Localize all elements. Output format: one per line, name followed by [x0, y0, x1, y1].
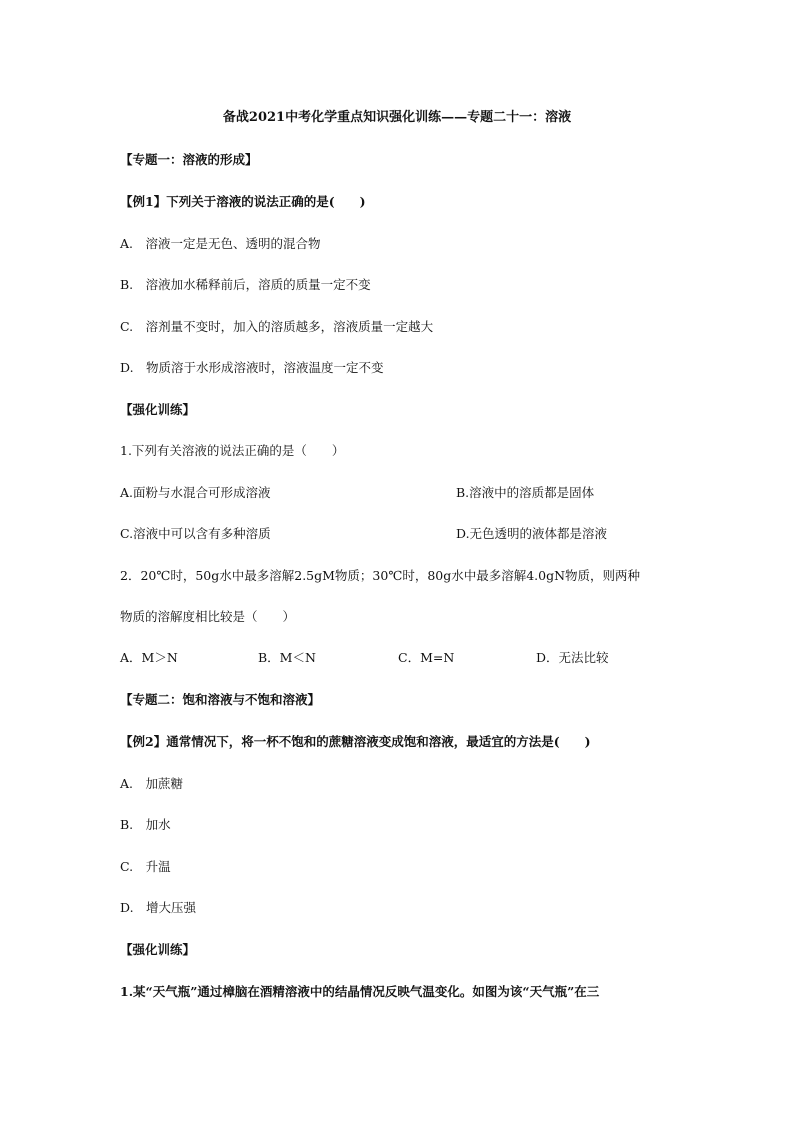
example2-option-c: C. 升温 — [120, 859, 171, 874]
topic1-heading: 【专题一：溶液的形成】 — [120, 152, 258, 167]
practice2-heading: 【强化训练】 — [120, 942, 196, 957]
example2-option-a: A. 加蔗糖 — [120, 776, 184, 791]
example2-stem: 【例2】通常情况下，将一杯不饱和的蔗糖溶液变成饱和溶液，最适宜的方法是( ) — [120, 734, 591, 749]
example1-stem: 【例1】下列关于溶液的说法正确的是( ) — [120, 194, 366, 209]
practice1-q1-option-a: A.面粉与水混合可形成溶液 — [120, 485, 271, 500]
page-title: 备战2021中考化学重点知识强化训练——专题二十一：溶液 — [222, 110, 572, 125]
practice1-q1-option-c: C.溶液中可以含有多种溶质 — [120, 526, 271, 541]
example1-option-a: A. 溶液一定是无色、透明的混合物 — [120, 236, 321, 251]
practice1-q1-option-b: B.溶液中的溶质都是固体 — [456, 485, 595, 500]
example1-option-b: B. 溶液加水稀释前后，溶质的质量一定不变 — [120, 277, 371, 292]
practice1-q2-options — [120, 650, 640, 666]
practice1-q1-option-d: D.无色透明的液体都是溶液 — [456, 526, 608, 541]
practice2-q1-line1: 1.某“天气瓶”通过樟脑在酒精溶液中的结晶情况反映气温变化。如图为该“天气瓶”在三 — [120, 984, 600, 999]
practice1-q2-option-a: A．M＞N — [120, 650, 178, 665]
practice1-q2-option-d: D．无法比较 — [536, 650, 609, 665]
example2-option-d: D. 增大压强 — [120, 900, 197, 915]
example2-option-b: B. 加水 — [120, 817, 171, 832]
practice1-q2-stem-line2: 物质的溶解度相比较是（ ） — [120, 609, 296, 624]
practice1-q2-option-b: B．M＜N — [258, 650, 316, 665]
example1-option-d: D. 物质溶于水形成溶液时，溶液温度一定不变 — [120, 360, 384, 375]
example1-option-c: C. 溶剂量不变时，加入的溶质越多，溶液质量一定越大 — [120, 319, 434, 334]
practice1-heading: 【强化训练】 — [120, 402, 196, 417]
topic2-heading: 【专题二：饱和溶液与不饱和溶液】 — [120, 692, 321, 707]
practice1-q2-stem-line1: 2．20℃时，50g水中最多溶解2.5gM物质；30℃时，80g水中最多溶解4.0gN物质，则两种 — [120, 568, 641, 583]
practice1-q1-stem: 1.下列有关溶液的说法正确的是（ ） — [120, 443, 345, 458]
practice1-q2-option-c: C．M=N — [398, 650, 455, 665]
